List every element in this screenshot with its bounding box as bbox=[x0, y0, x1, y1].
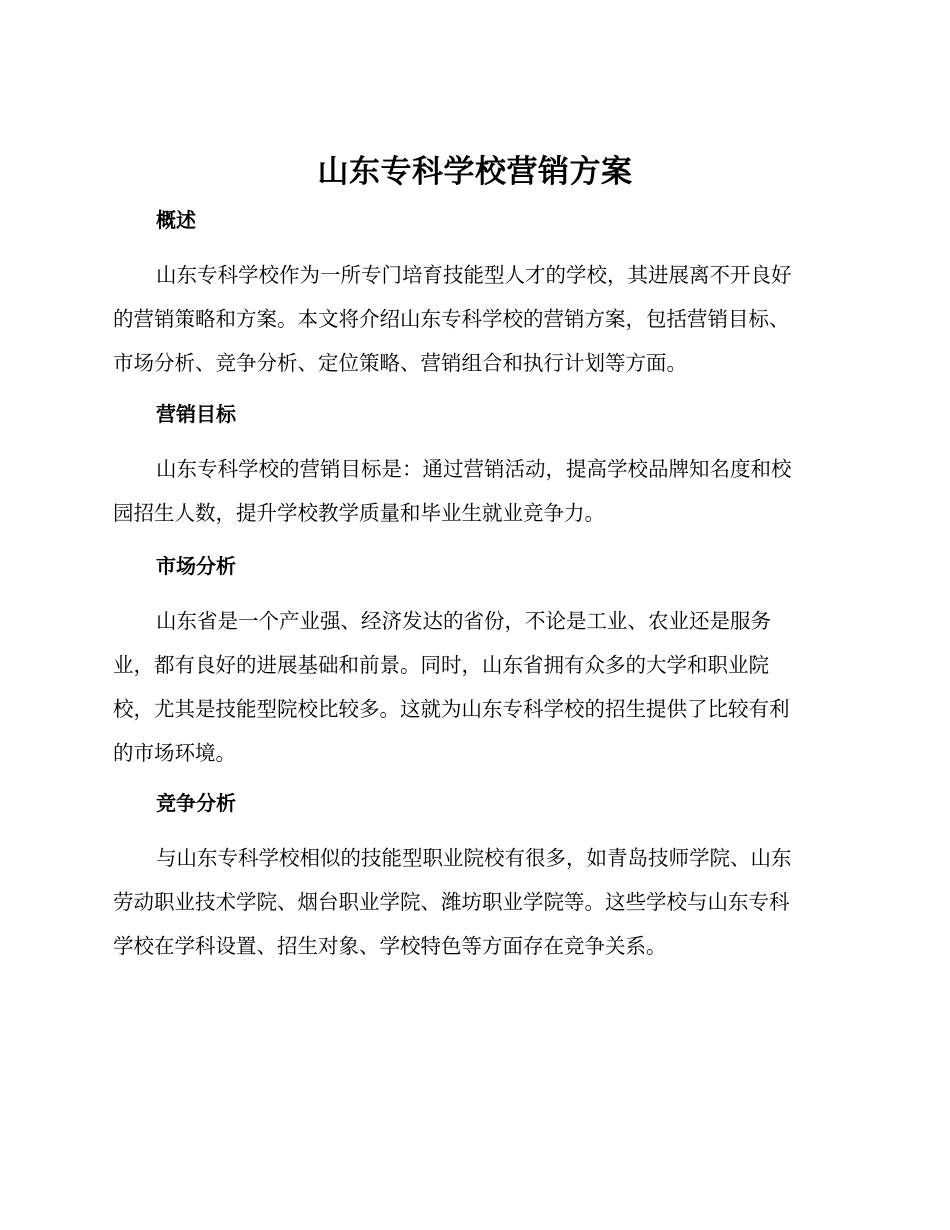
section-heading-market-analysis: 市场分析 bbox=[156, 554, 236, 578]
paragraph-line: 的市场环境。 bbox=[113, 741, 236, 765]
section-heading-marketing-goals: 营销目标 bbox=[156, 402, 236, 426]
paragraph-line: 学校在学科设置、招生对象、学校特色等方面存在竞争关系。 bbox=[113, 934, 667, 958]
section-heading-overview: 概述 bbox=[156, 208, 196, 232]
paragraph-line: 山东专科学校的营销目标是：通过营销活动，提高学校品牌知名度和校 bbox=[156, 457, 792, 481]
document-title: 山东专科学校营销方案 bbox=[317, 154, 633, 190]
paragraph-line: 与山东专科学校相似的技能型职业院校有很多，如青岛技师学院、山东 bbox=[156, 846, 792, 870]
paragraph-line: 山东专科学校作为一所专门培育技能型人才的学校，其进展离不开良好 bbox=[156, 263, 792, 287]
paragraph-line: 市场分析、竞争分析、定位策略、营销组合和执行计划等方面。 bbox=[113, 351, 687, 375]
paragraph-line: 山东省是一个产业强、经济发达的省份，不论是工业、农业还是服务 bbox=[156, 609, 771, 633]
paragraph-line: 园招生人数，提升学校教学质量和毕业生就业竞争力。 bbox=[113, 501, 605, 525]
paragraph-line: 校，尤其是技能型院校比较多。这就为山东专科学校的招生提供了比较有利 bbox=[113, 697, 790, 721]
section-heading-competition-analysis: 竞争分析 bbox=[156, 791, 236, 815]
paragraph-line: 的营销策略和方案。本文将介绍山东专科学校的营销方案，包括营销目标、 bbox=[113, 307, 790, 331]
paragraph-line: 业，都有良好的进展基础和前景。同时，山东省拥有众多的大学和职业院 bbox=[113, 653, 769, 677]
paragraph-line: 劳动职业技术学院、烟台职业学院、潍坊职业学院等。这些学校与山东专科 bbox=[113, 890, 790, 914]
